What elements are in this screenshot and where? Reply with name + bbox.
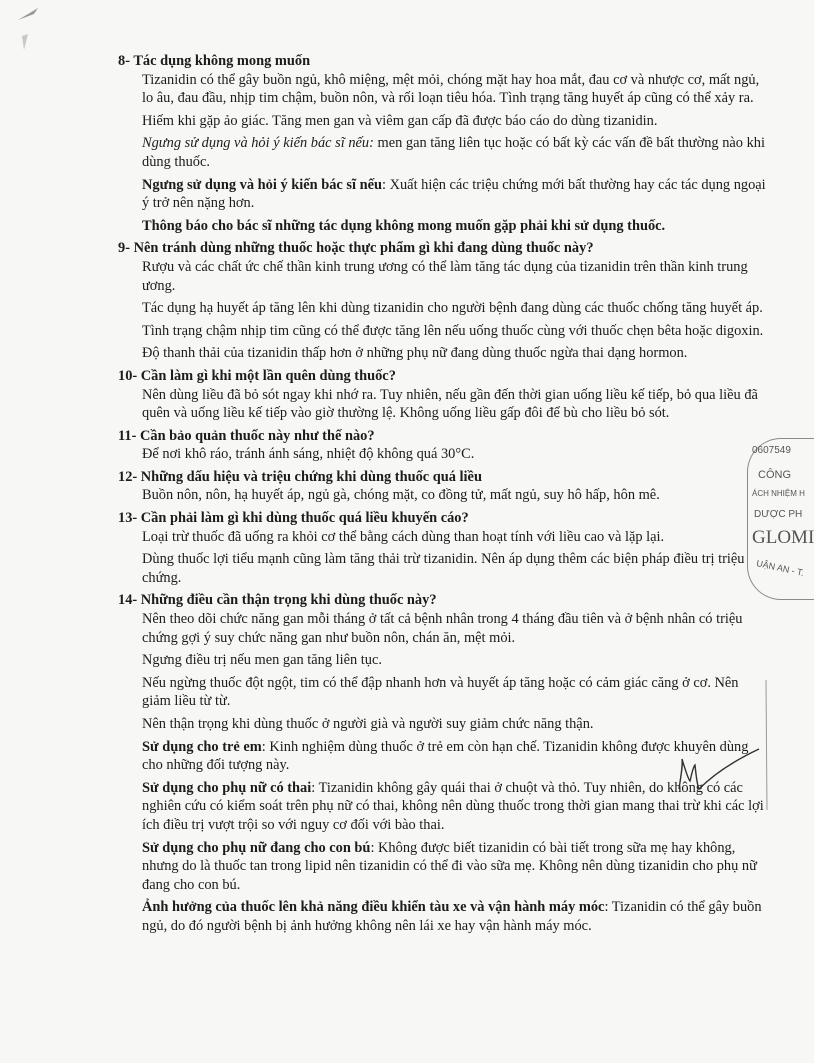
paragraph-text: Tác dụng hạ huyết áp tăng lên khi dùng tizanidin cho người bệnh đang dùng các thuốc chống tăng huyết áp.: [142, 300, 763, 317]
paragraph-text: : Không được biết tizanidin có bài tiết trong sữa mẹ hay không, nhưng do là thuốc tan trong lipid nên tizanidin có thể đi vào sữa mẹ. Không nên dùng tizanidin cho phụ nữ đang cho con bú.: [142, 839, 757, 893]
stamp-line: UẬN AN - T.: [755, 558, 805, 578]
paragraph-lead: Ảnh hưởng của thuốc lên khả năng điều khiển tàu xe và vận hành máy móc: [142, 899, 605, 916]
scan-mark-icon: [14, 6, 46, 56]
section-title: 11- Cần bảo quản thuốc này như thế nào?: [118, 427, 375, 444]
stamp-line: ÁCH NHIỆM H: [752, 489, 805, 498]
paragraph: [142, 322, 766, 341]
paragraph: [142, 486, 766, 505]
section-title: 9- Nên tránh dùng những thuốc hoặc thực phẩm gì khi đang dùng thuốc này?: [118, 240, 594, 257]
paragraph-text: : Tizanidin không gây quái thai ở chuột và thỏ. Tuy nhiên, do không có các nghiên cứu có kiểm soát trên phụ nữ có thai, không nên dùng thuốc trong thời gian mang thai trừ khi các lợi ích điều trị vượt trội so với nguy cơ đối với bào thai.: [142, 779, 764, 833]
stamp-line: GLOMI: [752, 527, 814, 548]
section-11: [118, 427, 766, 464]
paragraph: [142, 217, 766, 236]
stamp-line: DƯỢC PH: [754, 509, 803, 520]
paragraph: [142, 299, 766, 318]
bold-note: Thông báo cho bác sĩ những tác dụng không mong muốn gặp phải khi sử dụng thuốc.: [142, 217, 666, 234]
paragraph-text: Ngưng điều trị nếu men gan tăng liên tục.: [142, 652, 382, 669]
section-13: [118, 509, 766, 587]
paragraph: [142, 112, 766, 131]
section-title: 14- Những điều cần thận trọng khi dùng thuốc này?: [118, 592, 437, 609]
paragraph: [142, 674, 766, 711]
paragraph: [142, 176, 766, 213]
paragraph: [142, 610, 766, 647]
paragraph: [142, 715, 766, 734]
paragraph-text: Để nơi khô ráo, tránh ánh sáng, nhiệt độ không quá 30°C.: [142, 446, 475, 463]
paragraph: [142, 445, 766, 464]
paragraph-text: Dùng thuốc lợi tiểu mạnh cũng làm tăng thải trừ tizanidin. Nên áp dụng thêm các biện pháp điều trị triệu chứng.: [142, 551, 745, 586]
paragraph-text: Tizanidin có thể gây buồn ngủ, khô miệng, mệt mỏi, chóng mặt hay hoa mắt, đau cơ và nhược cơ, mất ngủ, lo âu, đau đầu, nhịp tim chậm, buồn nôn, và rối loạn tiêu hóa. Tình trạng tăng huyết áp cũng có thể xảy ra.: [142, 71, 760, 107]
paragraph-lead: Sử dụng cho trẻ em: [142, 738, 262, 755]
stamp-line: CÔNG: [758, 469, 791, 481]
paragraph: [142, 550, 766, 587]
section-10: [118, 367, 766, 423]
paragraph-lead: Sử dụng cho phụ nữ có thai: [142, 779, 312, 796]
paragraph: [142, 258, 766, 295]
section-12: [118, 468, 766, 505]
paragraph-text: : Tizanidin có thể gây buồn ngủ, do đó người bệnh bị ảnh hưởng không nên lái xe hay vận hành máy móc.: [142, 899, 762, 934]
paragraph: [142, 344, 766, 363]
paragraph: [142, 651, 766, 670]
paragraph: [142, 134, 766, 171]
paragraph: [142, 839, 766, 895]
stamp-line: 0607549: [752, 445, 791, 456]
paragraph-text: Nếu ngừng thuốc đột ngột, tim có thể đập nhanh hơn và huyết áp tăng hoặc có cảm giác căng ở cơ. Nên giảm liều từ từ.: [142, 674, 739, 710]
paragraph-text: : Xuất hiện các triệu chứng mới bất thường hay các tác dụng ngoại ý trở nên nặng hơn.: [142, 176, 766, 212]
section-title: 13- Cần phải làm gì khi dùng thuốc quá liều khuyến cáo?: [118, 510, 469, 527]
paragraph-text: Loại trừ thuốc đã uống ra khỏi cơ thể bằng cách dùng than hoạt tính với liều cao và lặp lại.: [142, 528, 665, 545]
paragraph-text: Tình trạng chậm nhịp tim cũng có thể được tăng lên nếu uống thuốc cùng với thuốc chẹn bêta hoặc digoxin.: [142, 322, 764, 339]
paragraph: [142, 528, 766, 547]
paragraph-text: Buồn nôn, nôn, hạ huyết áp, ngủ gà, chóng mặt, co đồng tử, mất ngủ, suy hô hấp, hôn mê.: [142, 487, 660, 504]
paragraph-text: Độ thanh thải của tizanidin thấp hơn ở những phụ nữ đang dùng thuốc ngừa thai dạng hormon.: [142, 345, 688, 362]
paragraph-text: : Kinh nghiệm dùng thuốc ở trẻ em còn hạn chế. Tizanidin không được khuyên dùng cho những đối tượng này.: [142, 738, 749, 774]
section-8: [118, 52, 766, 235]
paragraph-text: Rượu và các chất ức chế thần kinh trung ương có thể làm tăng tác dụng của tizanidin trên thần kinh trung ương.: [142, 258, 748, 294]
section-9: [118, 239, 766, 363]
company-stamp: [747, 438, 814, 600]
paragraph-text: Hiếm khi gặp ảo giác. Tăng men gan và viêm gan cấp đã được báo cáo do dùng tizanidin.: [142, 112, 658, 129]
paragraph-lead: Ngưng sử dụng và hỏi ý kiến bác sĩ nếu:: [142, 135, 374, 152]
paragraph-lead: Ngưng sử dụng và hỏi ý kiến bác sĩ nếu: [142, 176, 382, 193]
signature-mark: [655, 745, 765, 815]
paragraph: [142, 71, 766, 108]
margin-line: [765, 680, 768, 810]
paragraph-text: men gan tăng liên tục hoặc có bất kỳ các vấn đề bất thường nào khi dùng thuốc.: [142, 135, 765, 170]
paragraph-text: Nên dùng liều đã bỏ sót ngay khi nhớ ra. Tuy nhiên, nếu gần đến thời gian uống liều kế tiếp, bỏ qua liều đã quên và uống liều kế tiếp vào giờ thường lệ. Không uống liều gấp đôi để bù cho liều bỏ sót.: [142, 386, 758, 422]
section-title: 12- Những dấu hiệu và triệu chứng khi dùng thuốc quá liều: [118, 468, 482, 485]
paragraph-text: Nên theo dõi chức năng gan mỗi tháng ở tất cả bệnh nhân trong 4 tháng đầu tiên và ở bệnh nhân có triệu chứng gợi ý suy chức năng gan như buồn nôn, chán ăn, mệt mỏi.: [142, 611, 743, 646]
paragraph-text: Nên thận trọng khi dùng thuốc ở người già và người suy giảm chức năng thận.: [142, 716, 594, 732]
paragraph: [142, 898, 766, 935]
paragraph: [142, 386, 766, 423]
paragraph-lead: Sử dụng cho phụ nữ đang cho con bú: [142, 839, 371, 856]
section-title: 10- Cần làm gì khi một lần quên dùng thuốc?: [118, 367, 396, 384]
section-title: 8- Tác dụng không mong muốn: [118, 53, 311, 69]
